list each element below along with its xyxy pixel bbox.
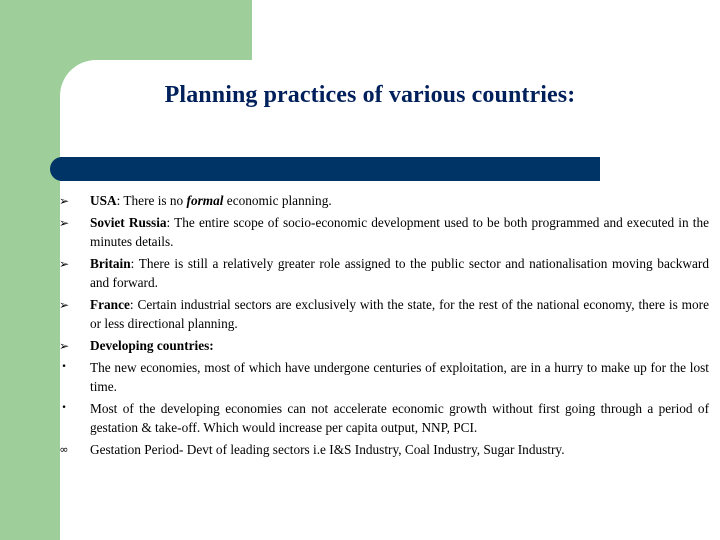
bullet-item-developing-economies: • Most of the developing economies can not accelerate economic growth without first going through a period of gestation & take-off. Which would increase per capita output, NNP, PCI. [57,399,709,437]
title-divider-bar [60,157,600,181]
arrow-bullet-icon: ➢ [58,339,70,353]
bullet-label: France [90,297,130,312]
bullet-item-gestation-period: ∞ Gestation Period- Devt of leading sectors i.e I&S Industry, Coal Industry, Sugar Industry. [57,440,709,459]
bullet-label: USA [90,193,117,208]
bullet-item-usa: ➢ USA: There is no formal economic planning. [57,191,709,210]
slide-title: Planning practices of various countries: [164,82,576,108]
emphasis-text: formal [186,193,224,208]
bullet-label: Soviet Russia [90,215,167,230]
green-left-strip [0,0,60,540]
bullet-item-soviet-russia: ➢ Soviet Russia: The entire scope of socio-economic development used to be both programmed and executed in the minutes details. [58,215,710,249]
infinity-bullet-icon: ∞ [59,443,69,456]
arrow-bullet-icon: ➢ [58,298,70,312]
bullet-item-france: ➢ France: Certain industrial sectors are exclusively with the state, for the rest of the national economy, there is more or less directional planning. [58,297,709,331]
bullet-label: Britain [90,256,131,271]
dot-bullet-icon: • [61,362,67,372]
arrow-bullet-icon: ➢ [58,257,70,271]
bullet-item-britain: ➢ Britain: There is still a relatively greater role assigned to the public sector and nationalisation moving backward and forward. [58,256,709,290]
dot-bullet-icon: • [61,403,67,413]
bullet-item-developing-countries [57,336,709,355]
arrow-bullet-icon: ➢ [58,216,70,230]
bullet-label: Developing countries: [90,338,214,353]
arrow-bullet-icon: ➢ [58,194,70,208]
bullet-item-new-economies: • The new economies, most of which have undergone centuries of exploitation, are in a hurry to make up for the lost time. [57,358,709,396]
bullet-list [57,191,709,462]
